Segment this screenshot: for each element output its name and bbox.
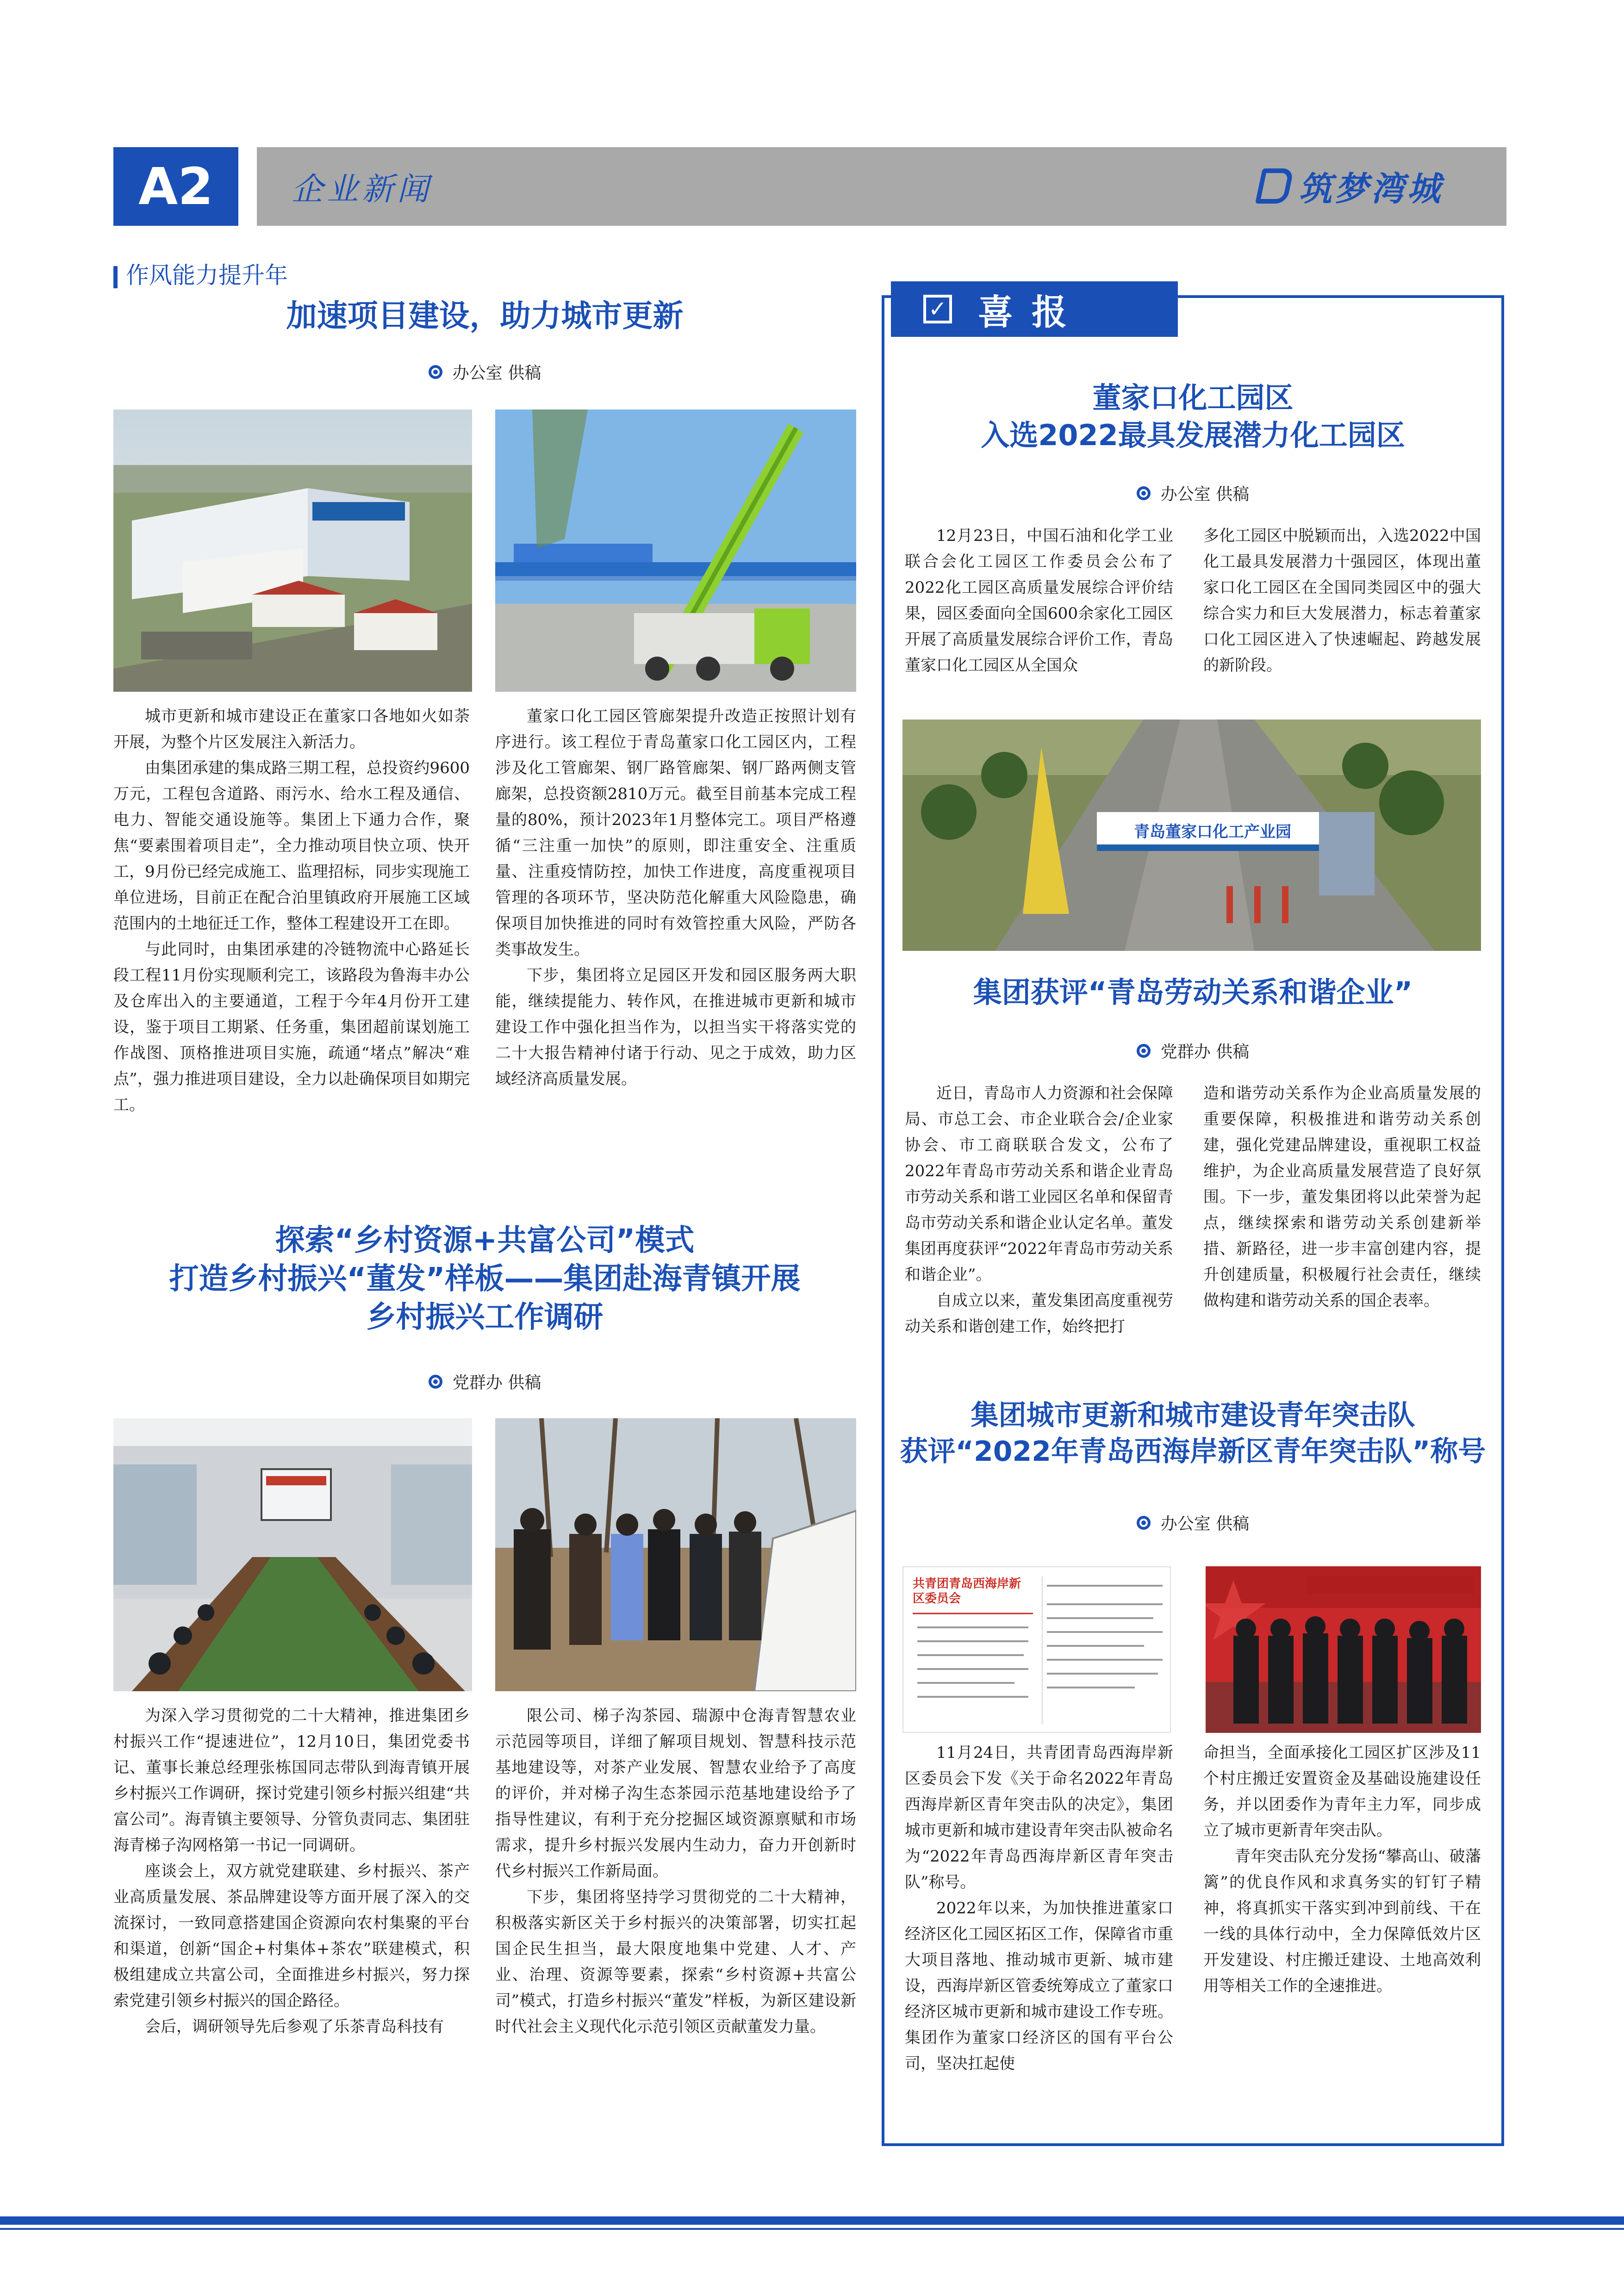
paragraph: 由集团承建的集成路三期工程，总投资约9600万元，工程包含道路、雨污水、给水工程及通信、电力、智能交通设施等。集团上下通力合作，聚焦“要素围着项目走”，全力推动项目快立项、快开工，9月份已经完成施工、监理招标，同步实现施工单位进场，目前正在配合泊里镇政府开展施工区域范围内的土地征迁工作，整体工程建设开工在即。	[113, 759, 470, 933]
article1-byline-text: 办公室 供稿	[452, 364, 541, 383]
news1-col1	[905, 523, 1173, 678]
bottom-rule	[0, 2216, 1624, 2225]
xibao-head	[891, 281, 1178, 337]
news2-col1	[905, 1080, 1173, 1340]
paragraph: 下步，集团将立足园区开发和园区服务两大职能，继续提能力、转作风，在推进城市更新和城市建设工作中强化担当作为，以担当实干将落实党的二十大报告精神付诸于行动、见之于成效，助力区域经济高质量发展。	[495, 966, 856, 1088]
paragraph: 城市更新和城市建设正在董家口各地如火如荼开展，为整个片区发展注入新活力。	[113, 707, 470, 751]
slogan-text: 筑梦湾城	[1299, 169, 1444, 208]
paragraph: 多化工园区中脱颖而出，入选2022中国化工最具发展潜力十强园区，体现出董家口化工园区在全国同类园区中的强大综合实力和巨大发展潜力，标志着董家口化工园区进入了快速崛起、跨越发展的新阶段。	[1203, 527, 1481, 675]
news3-col2	[1203, 1740, 1481, 1999]
title-line: 入选2022最具发展潜力化工园区	[981, 418, 1405, 452]
checkbox-icon: ✓	[923, 295, 952, 323]
gate-sign-text: 青岛董家口化工产业园	[1134, 823, 1291, 841]
bottom-rule-thin	[0, 2228, 1624, 2230]
paragraph: 命担当，全面承接化工园区扩区涉及11个村庄搬迁安置资金及基础设施建设任务，并以团委作为青年主力军，同步成立了城市更新青年突击队。	[1203, 1744, 1481, 1840]
title-line: 打造乡村振兴“董发”样板——集团赴海青镇开展	[169, 1262, 801, 1297]
news2-col2	[1203, 1080, 1481, 1314]
photo-park-gate	[902, 720, 1481, 951]
news1-title	[882, 379, 1504, 454]
news2-byline-text: 党群办 供稿	[1160, 1043, 1250, 1061]
paragraph: 2022年以来，为加快推进董家口经济区化工园区拓区工作，保障省市重大项目落地、推动城市更新、城市建设，西海岸新区管委统筹成立了董家口经济区城市更新和城市建设工作专班。集团作为董家口经济区的国有平台公司，坚决扛起使	[905, 1899, 1173, 2073]
news2-title: 集团获评“青岛劳动关系和谐企业”	[973, 975, 1413, 1009]
photo-official-document	[902, 1566, 1171, 1733]
paragraph: 11月24日，共青团青岛西海岸新区委员会下发《关于命名2022年青岛西海岸新区青年突击队的决定》，集团城市更新和城市建设青年突击队被命名为“2022年青岛西海岸新区青年突击队”称号。	[905, 1744, 1173, 1892]
paragraph: 与此同时，由集团承建的冷链物流中心路延长段工程11月份实现顺利完工，该路段为鲁海丰办公及仓库出入的主要通道，工程于今年4月份开工建设，鉴于项目工期紧、任务重，集团超前谋划施工作战图、顶格推进项目实施，疏通“堵点”解决“难点”，强力推进项目建设，全力以赴确保项目如期完工。	[113, 940, 470, 1114]
news3-title	[882, 1397, 1504, 1470]
paragraph: 会后，调研领导先后参观了乐茶青岛科技有	[145, 2017, 444, 2036]
paragraph: 下步，集团将坚持学习贯彻党的二十大精神，积极落实新区关于乡村振兴的决策部署，切实扛起国企民生担当，最大限度地集中党建、人才、产业、治理、资源等要素，探索“乡村资源+共富公司”模式，打造乡村振兴“董发”样板，为新区建设新时代社会主义现代化示范引领区贡献董发力量。	[495, 1888, 856, 2036]
xibao-head-text: 喜报	[978, 291, 1085, 333]
article1-title: 加速项目建设，助力城市更新	[286, 298, 684, 334]
column-label-text: 作风能力提升年	[126, 262, 288, 289]
article2-col1	[113, 1703, 470, 2040]
byline-icon	[1137, 1516, 1151, 1530]
title-line: 集团城市更新和城市建设青年突击队	[971, 1399, 1415, 1432]
paragraph: 12月23日，中国石油和化学工业联合会化工园区工作委员会公布了2022化工园区高质量发展综合评价结果，园区委面向全国600余家化工园区开展了高质量发展综合评价工作，青岛董家口化工园区从全国众	[905, 527, 1173, 675]
paragraph: 限公司、梯子沟茶园、瑞源中仓海青智慧农业示范园等项目，详细了解项目规划、智慧科技示范基地建设等，对茶产业发展、智慧农业给予了高度的评价，并对梯子沟生态茶园示范基地建设给予了指导性建议，有利于充分挖掘区域资源禀赋和市场需求，提升乡村振兴发展内生动力，奋力开创新时代乡村振兴工作新局面。	[495, 1706, 856, 1880]
article2-title	[113, 1222, 856, 1337]
logo-icon	[1255, 168, 1294, 204]
article2-byline	[113, 1370, 856, 1393]
title-line: 董家口化工园区	[1092, 381, 1294, 415]
column-label	[113, 257, 288, 290]
paragraph: 董家口化工园区管廊架提升改造正按照计划有序进行。该工程位于青岛董家口化工园区内，工程涉及化工管廊架、钢厂路管廊架、钢厂路两侧支管廊架，总投资额2810万元。截至目前基本完成工程量的80%，预计2023年1月整体完工。项目严格遵循“三注重一加快”的原则，即注重安全、注重质量、注重疫情防控，加快工作进度，高度重视项目管理的各项环节，坚决防范化解重大风险隐患，确保项目加快推进的同时有效管控重大风险，严防各类事故发生。	[495, 707, 856, 959]
photo-site-visit	[495, 1418, 856, 1691]
article1-col1	[113, 703, 470, 1118]
paragraph: 座谈会上，双方就党建联建、乡村振兴、茶产业高质量发展、茶品牌建设等方面开展了深入的交流探讨，一致同意搭建国企资源向农村集聚的平台和渠道，创新“国企+村集体+茶农”联建模式，积极组建成立共富公司，全面推进乡村振兴，努力探索党建引领乡村振兴的国企路径。	[113, 1862, 470, 2010]
paragraph: 造和谐劳动关系作为企业高质量发展的重要保障，积极推进和谐劳动关系创建，强化党建品牌建设，重视职工权益维护，为企业高质量发展营造了良好氛围。下一步，董发集团将以此荣誉为起点，继续探索和谐劳动关系创建新举措、新路径，进一步丰富创建内容，提升创建质量，积极履行社会责任，继续做构建和谐劳动关系的国企表率。	[1203, 1084, 1481, 1310]
paragraph: 自成立以来，董发集团高度重视劳动关系和谐创建工作，始终把打	[905, 1291, 1173, 1336]
byline-icon	[429, 365, 442, 379]
news1-byline-text: 办公室 供稿	[1160, 485, 1250, 504]
title-line: 乡村振兴工作调研	[366, 1300, 604, 1335]
paragraph: 青年突击队充分发扬“攀高山、破藩篱”的优良作风和求真务实的钉钉子精神，将真抓实干落实到冲到前线、干在一线的具体行动中，全力保障低效片区开发建设、村庄搬迁建设、土地高效利用等相关工作的全速推进。	[1203, 1847, 1481, 1995]
byline-icon	[1137, 1044, 1151, 1058]
photo-warehouse-aerial	[113, 410, 472, 692]
paragraph: 为深入学习贯彻党的二十大精神，推进集团乡村振兴工作“提速进位”，12月10日，集团党委书记、董事长兼总经理张栋国同志带队到海青镇开展乡村振兴工作调研，探讨党建引领乡村振兴组建“共富公司”。海青镇主要领导、分管负责同志、集团驻海青梯子沟网格第一书记一同调研。	[113, 1706, 470, 1855]
news1-byline	[882, 481, 1504, 505]
news1-col2	[1203, 523, 1481, 678]
article1-byline	[113, 360, 856, 384]
photo-youth-team-group	[1206, 1566, 1481, 1733]
page-code: A2	[113, 147, 238, 226]
news3-byline-text: 办公室 供稿	[1160, 1514, 1250, 1533]
section-title: 企业新闻	[292, 171, 433, 208]
photo-crane-pipe-rack	[495, 410, 856, 692]
header-slogan	[1259, 162, 1443, 210]
article2-byline-text: 党群办 供稿	[452, 1373, 541, 1392]
byline-icon	[429, 1375, 442, 1389]
news3-col1	[905, 1740, 1173, 2077]
byline-icon	[1137, 486, 1151, 500]
document-header: 共青团青岛西海岸新区委员会	[913, 1577, 1021, 1606]
label-bar-icon	[113, 266, 118, 288]
article1-col2	[495, 703, 856, 1092]
news2-byline	[882, 1039, 1504, 1062]
paragraph: 近日，青岛市人力资源和社会保障局、市总工会、市企业联合会/企业家协会、市工商联联合发文，公布了2022年青岛市劳动关系和谐企业青岛市劳动关系和谐工业园区名单和保留青岛市劳动关系和谐企业认定名单。董发集团再度获评“2022年青岛市劳动关系和谐企业”。	[905, 1084, 1173, 1284]
news3-byline	[882, 1511, 1504, 1534]
title-line: 探索“乡村资源+共富公司”模式	[275, 1223, 695, 1258]
article2-col2	[495, 1703, 856, 2040]
title-line: 获评“2022年青岛西海岸新区青年突击队”称号	[900, 1435, 1486, 1468]
photo-meeting-room	[113, 1418, 472, 1691]
